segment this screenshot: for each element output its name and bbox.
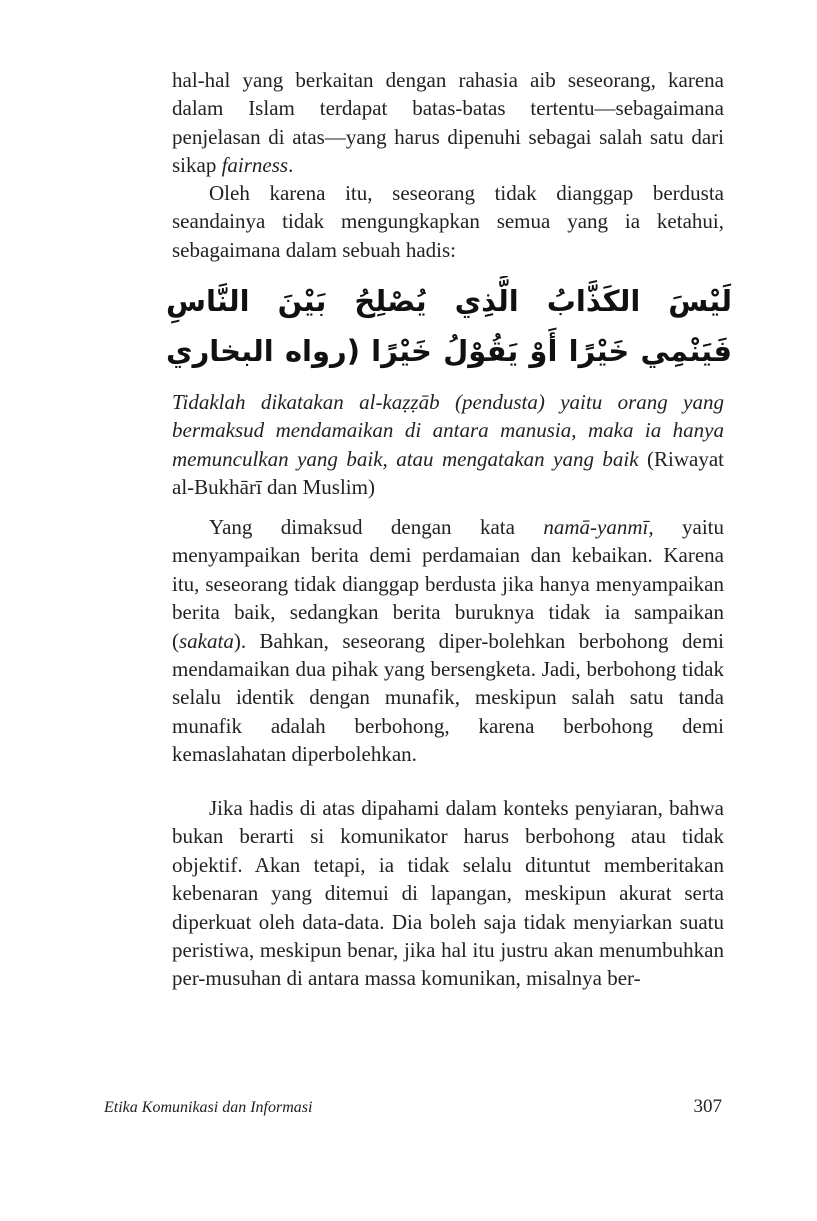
arabic-hadith-quote: لَيْسَ الكَذَّابُ الَّذِي يُصْلِحُ بَيْنَ النَّاسِ فَيَنْمِي خَيْرًا أَوْ يَقُوْلُ خَيْرًا (رواه البخاري	[166, 284, 732, 368]
translation-italic: Tidaklah dikatakan al-kaẓẓāb (pendusta) yaitu orang yang bermaksud mendamaikan di antara manusia, maka ia hanya memunculkan yang baik, atau mengatakan yang baik	[172, 390, 724, 471]
paragraph-hadith-intro	[172, 179, 724, 264]
paragraph-explanation	[172, 513, 724, 769]
translation-text	[172, 388, 724, 502]
paragraph-part: yaitu menyampaikan berita demi perdamaian dan kebaikan. Karena itu, seseorang tidak dianggap berdusta jika hanya menyampaikan berita baik, sedangkan berita buruknya tidak ia sampaikan (	[172, 515, 724, 653]
term-nama-yanmi: namā-yanmī,	[543, 515, 654, 539]
emphasis-fairness: fairness	[221, 153, 289, 178]
sentence-end: .	[288, 153, 294, 178]
paragraph-part: ). Bahkan, seseorang diper-bolehkan berbohong demi mendamaikan dua pihak yang bersengketa. Jadi, berbohong tidak selalu identik dengan munafik, meskipun salah satu tanda munafik adalah berbohong, karena berbohong demi kemaslahatan diperbolehkan.	[172, 628, 724, 767]
footer-book-title: Etika Komunikasi dan Informasi	[104, 1099, 313, 1116]
paragraph-continuation	[172, 66, 724, 180]
term-sakata: sakata	[179, 628, 234, 653]
paragraph-part: Yang dimaksud dengan kata	[209, 515, 544, 539]
translation-source: (Riwayat al-Bukhārī dan Muslim)	[172, 446, 724, 500]
paragraph-broadcast-context	[172, 794, 724, 993]
paragraph-body: hal-hal yang berkaitan dengan rahasia aib seseorang, karena dalam Islam terdapat batas-batas tertentu—sebagaimana penjelasan di atas—yang harus dipenuhi sebagai salah satu dari sikap	[172, 68, 724, 178]
hadith-translation	[172, 388, 724, 502]
paragraph-text	[172, 513, 724, 769]
page-number: 307	[693, 1096, 722, 1117]
paragraph-text: Jika hadis di atas dipahami dalam konteks penyiaran, bahwa bukan berarti si komunikator harus berbohong atau tidak objektif. Akan tetapi, ia tidak selalu dituntut memberitakan kebenaran yang ditemui di lapangan, meskipun akurat serta diperkuat oleh data-data. Dia boleh saja tidak menyiarkan suatu peristiwa, meskipun benar, jika hal itu justru akan menumbuhkan per-musuhan di antara massa komunikan, misalnya ber-	[172, 796, 724, 991]
paragraph-text: Oleh karena itu, seseorang tidak dianggap berdusta seandainya tidak mengungkapkan semua yang ia ketahui, sebagaimana dalam sebuah hadis:	[172, 181, 724, 262]
paragraph-text	[172, 66, 724, 180]
